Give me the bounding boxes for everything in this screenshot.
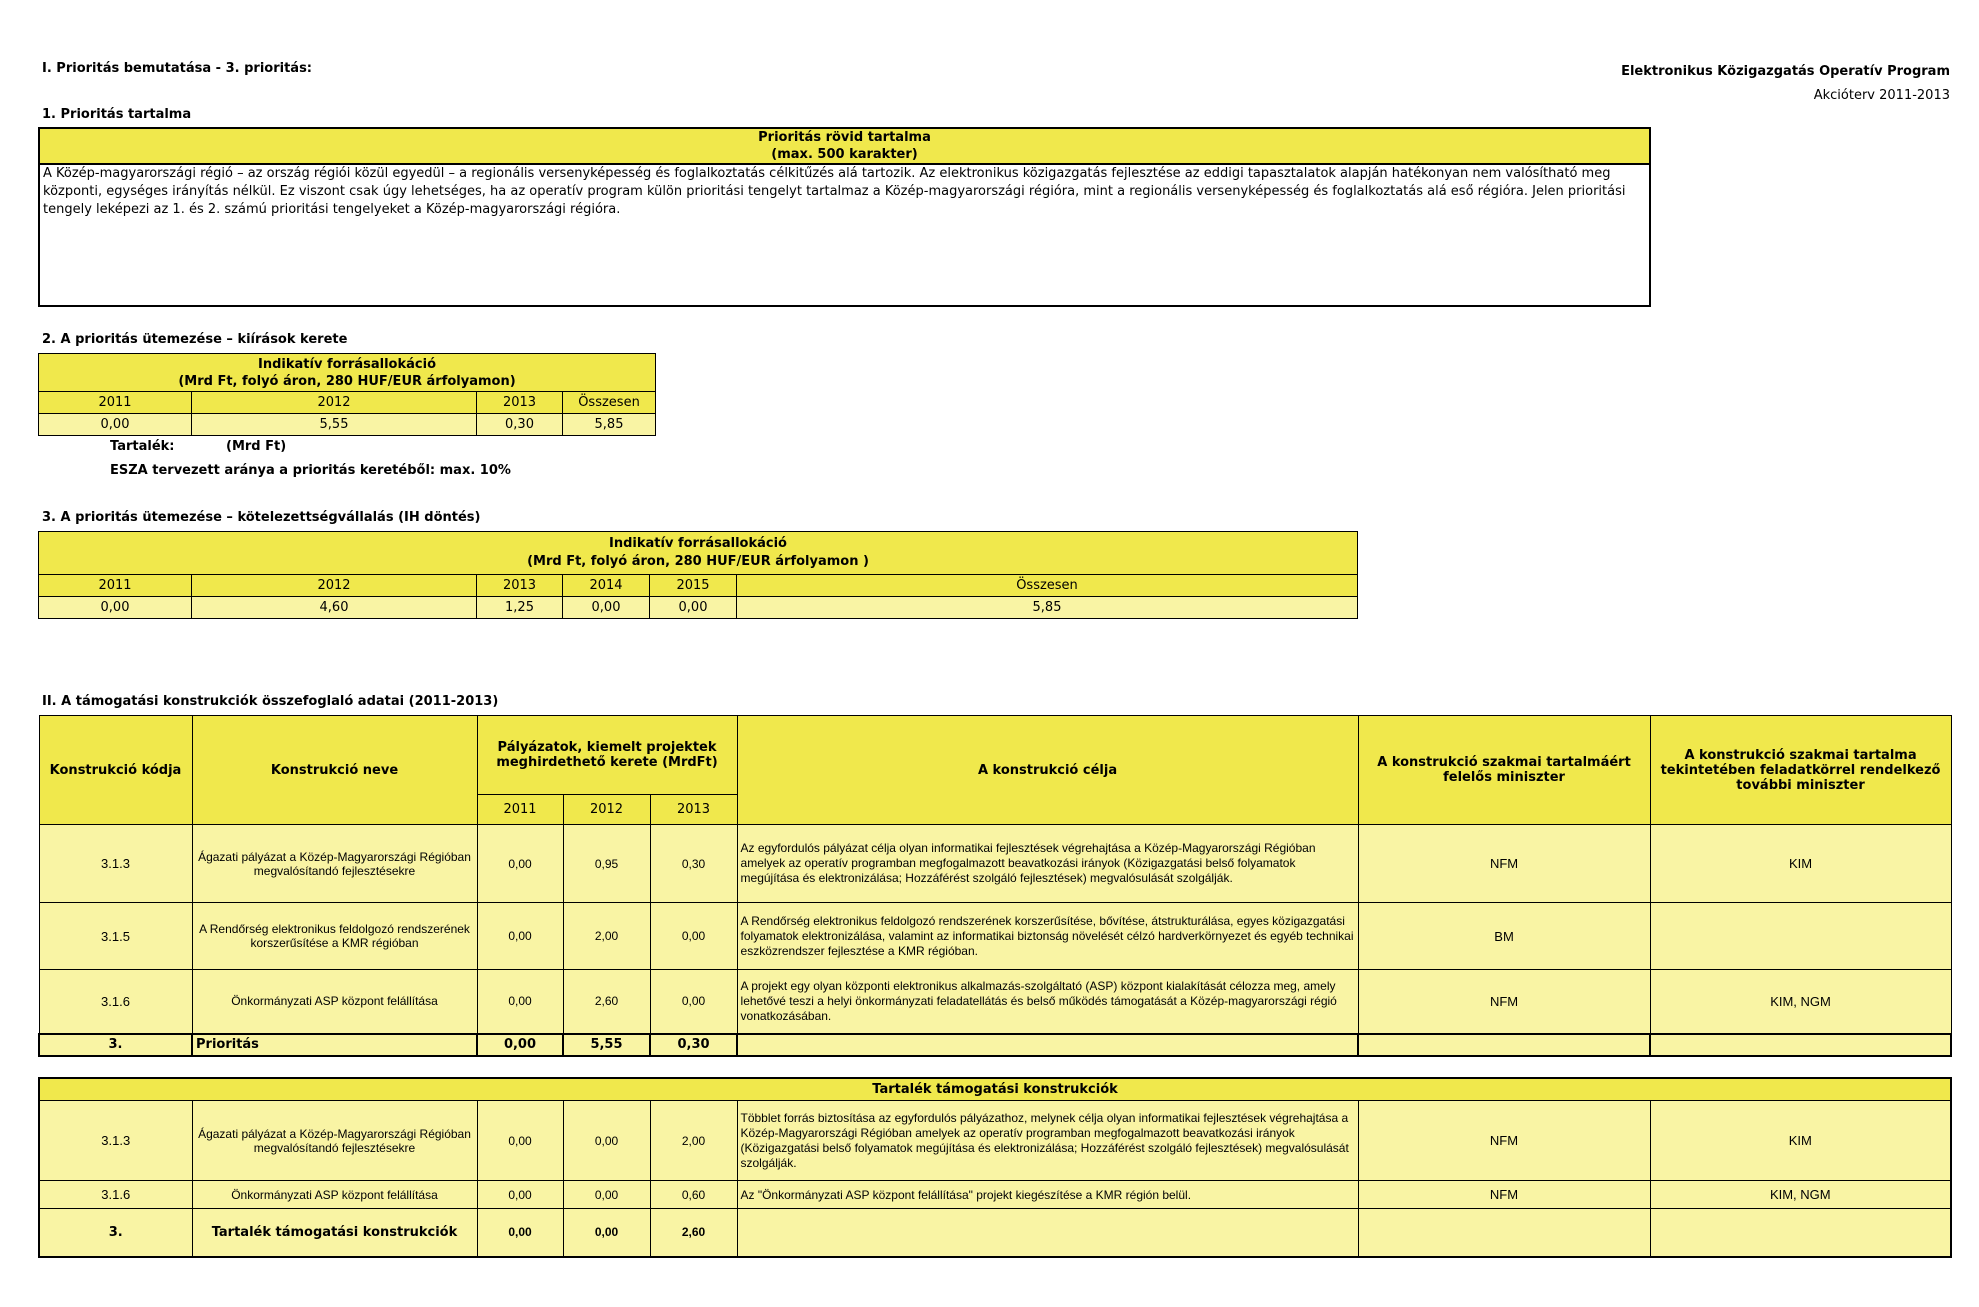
row-minister: NFM [1358,1181,1650,1209]
section2-heading: 2. A prioritás ütemezése – kiírások kerete [42,332,348,347]
reserve-unit: (Mrd Ft) [226,439,287,454]
allocation2-subtitle: (Mrd Ft, folyó áron, 280 HUF/EUR árfolyamon) [178,373,516,389]
reserve-total-row [39,1209,1951,1257]
row-code: 3.1.3 [39,825,192,903]
allocation2-value: 0,30 [477,414,563,436]
col-header-goal: A konstrukció célja [737,716,1358,825]
allocation2-value: 5,85 [563,414,656,436]
allocation3-value: 0,00 [563,597,650,619]
row-goal: A Rendőrség elektronikus feldolgozó rendszerének korszerűsítése, bővítése, átstrukturálása, egyes közigazgatási folyamatok elektronizálása, valamint az informatikai biztonság növelését célzó hardverkörnyezet és egyéb technikai eszközrendszer fejlesztése a KMR régióban. [737,903,1358,970]
table-row [39,970,1951,1034]
row-goal: Többlet forrás biztosítása az egyfordulós pályázathoz, melynek célja olyan informatikai fejlesztések végrehajtása a Közép-Magyarországi Régióban amelyek az operatív programban megfogalmazott beavatkozási irányok (Közigazgatási belső folyamatok megújítása és elektronizálása; Hozzáférést szolgáló fejlesztések) megvalósulását szolgálják. [737,1101,1358,1181]
row-v2011: 0,00 [477,825,563,903]
allocation3-header [39,532,1358,575]
row-v2012: 0,95 [563,825,650,903]
priority-summary-title: Prioritás rövid tartalma [758,130,931,145]
col-header-minister: A konstrukció szakmai tartalmáért felelős miniszter [1358,716,1650,825]
row-name: Önkormányzati ASP központ felállítása [192,970,477,1034]
col-header-frame: Pályázatok, kiemelt projektek meghirdethető kerete (MrdFt) [477,716,737,795]
row-other-minister: KIM, NGM [1650,1181,1951,1209]
section-ii-heading: II. A támogatási konstrukciók összefoglaló adatai (2011-2013) [42,694,499,709]
allocation3-col: 2011 [39,575,192,597]
row-code: 3.1.6 [39,970,192,1034]
row-other-minister: KIM [1650,825,1951,903]
allocation3-value: 0,00 [39,597,192,619]
row-code: 3.1.6 [39,1181,192,1209]
row-v2013: 0,30 [650,825,737,903]
table-row [39,903,1951,970]
allocation3-title: Indikatív forrásallokáció [609,536,787,551]
row-name: Ágazati pályázat a Közép-Magyarországi Régióban megvalósítandó fejlesztésekre [192,1101,477,1181]
reserve-total-name: Tartalék támogatási konstrukciók [192,1209,477,1257]
allocation3-col: 2013 [477,575,563,597]
reserve-total-v2012: 0,00 [563,1209,650,1257]
row-v2011: 0,00 [477,1181,563,1209]
esza-note: ESZA tervezett aránya a prioritás keretéből: max. 10% [110,463,511,478]
row-v2012: 0,00 [563,1101,650,1181]
section3-heading: 3. A prioritás ütemezése – kötelezettségvállalás (IH döntés) [42,510,481,525]
allocation2-col: 2011 [39,392,192,414]
reserve-total-v2013: 2,60 [650,1209,737,1257]
row-other-minister: KIM, NGM [1650,970,1951,1034]
table-row [39,1101,1951,1181]
row-other-minister: KIM [1650,1101,1951,1181]
total-minister [1358,1034,1650,1056]
row-goal: Az "Önkormányzati ASP központ felállítása" projekt kiegészítése a KMR régión belül. [737,1181,1358,1209]
allocation2-col: 2012 [192,392,477,414]
priority-summary-header [39,128,1650,164]
col-header-year: 2013 [650,795,737,825]
total-code: 3. [39,1034,192,1056]
row-name: Önkormányzati ASP központ felállítása [192,1181,477,1209]
row-name: A Rendőrség elektronikus feldolgozó rendszerének korszerűsítése a KMR régióban [192,903,477,970]
row-v2013: 0,00 [650,970,737,1034]
row-name: Ágazati pályázat a Közép-Magyarországi Régióban megvalósítandó fejlesztésekre [192,825,477,903]
row-goal: Az egyfordulós pályázat célja olyan informatikai fejlesztések végrehajtása a Közép-Magyarországi Régióban amelyek az operatív programban megfogalmazott beavatkozási irányok (Közigazgatási belső folyamatok megújítása és elektronizálása; Hozzáférést szolgáló fejlesztések) megvalósulását szolgálják. [737,825,1358,903]
row-v2012: 0,00 [563,1181,650,1209]
row-minister: NFM [1358,970,1650,1034]
allocation3-value: 5,85 [737,597,1358,619]
row-v2012: 2,00 [563,903,650,970]
row-code: 3.1.5 [39,903,192,970]
allocation2-header [39,354,656,392]
row-v2013: 0,60 [650,1181,737,1209]
col-header-code: Konstrukció kódja [39,716,192,825]
row-v2013: 0,00 [650,903,737,970]
table-row [39,1181,1951,1209]
row-minister: NFM [1358,1101,1650,1181]
reserve-total-minister [1358,1209,1650,1257]
section1-heading: 1. Prioritás tartalma [42,107,192,122]
total-name: Prioritás [192,1034,477,1056]
row-minister: NFM [1358,825,1650,903]
total-v2011: 0,00 [477,1034,563,1056]
priority-summary-subtitle: (max. 500 karakter) [771,147,918,162]
allocation3-col: Összesen [737,575,1358,597]
reserve-total-goal [737,1209,1358,1257]
col-header-year: 2012 [563,795,650,825]
reserve-title: Tartalék támogatási konstrukciók [39,1078,1951,1101]
allocation2-value: 0,00 [39,414,192,436]
allocation2-col: Összesen [563,392,656,414]
allocation3-col: 2012 [192,575,477,597]
col-header-year: 2011 [477,795,563,825]
row-v2011: 0,00 [477,903,563,970]
priority-summary-text: A Közép-magyarországi régió – az ország régiói közül egyedül – a regionális versenyképesség és foglalkoztatás célkitűzés alá tartozik. Az elektronikus közigazgatás fejlesztése az eddigi tapasztalatok alapján hatékonyan nem valósítható meg központi, egységes irányítás nélkül. Ez viszont csak úgy lehetséges, ha az operatív program külön prioritási tengelyt tartalmaz a Közép-magyarországi régióra, mint a regionális versenyképesség és foglalkoztatás alá eső régióra. Jelen prioritási tengely leképezi az 1. és 2. számú prioritási tengelyeket a Közép-magyarországi régióra. [39,164,1650,306]
row-v2013: 2,00 [650,1101,737,1181]
allocation3-value: 0,00 [650,597,737,619]
allocation3-value: 4,60 [192,597,477,619]
program-name: Elektronikus Közigazgatás Operatív Program [1621,64,1950,79]
constructions-table [38,715,1952,1057]
reserve-total-code: 3. [39,1209,192,1257]
allocation-table-2 [38,353,656,436]
col-header-name: Konstrukció neve [192,716,477,825]
row-goal: A projekt egy olyan központi elektronikus alkalmazás-szolgáltató (ASP) központ kialakítását célozza meg, amely lehetővé teszi a helyi önkormányzati feladatellátás és belső működés támogatását a Közép-magyarországi régió vonatkozásában. [737,970,1358,1034]
total-row [39,1034,1951,1056]
allocation3-subtitle: (Mrd Ft, folyó áron, 280 HUF/EUR árfolyamon ) [527,554,869,569]
total-other-minister [1650,1034,1951,1056]
row-other-minister [1650,903,1951,970]
reserve-table [38,1077,1952,1258]
col-header-other-minister: A konstrukció szakmai tartalma tekintetében feladatkörrel rendelkező további miniszter [1650,716,1951,825]
allocation2-col: 2013 [477,392,563,414]
reserve-total-v2011: 0,00 [477,1209,563,1257]
row-v2012: 2,60 [563,970,650,1034]
allocation3-value: 1,25 [477,597,563,619]
allocation2-title: Indikatív forrásallokáció [258,356,437,372]
allocation3-col: 2015 [650,575,737,597]
reserve-total-other-minister [1650,1209,1951,1257]
total-goal [737,1034,1358,1056]
row-minister: BM [1358,903,1650,970]
page-title: I. Prioritás bemutatása - 3. prioritás: [42,61,313,76]
total-v2013: 0,30 [650,1034,737,1056]
allocation-table-3 [38,531,1358,619]
row-v2011: 0,00 [477,1101,563,1181]
reserve-label: Tartalék: [110,439,175,454]
row-v2011: 0,00 [477,970,563,1034]
plan-label: Akcióterv 2011-2013 [1813,88,1950,103]
table-row [39,825,1951,903]
priority-summary-box [38,127,1651,307]
allocation2-value: 5,55 [192,414,477,436]
allocation3-col: 2014 [563,575,650,597]
row-code: 3.1.3 [39,1101,192,1181]
total-v2012: 5,55 [563,1034,650,1056]
